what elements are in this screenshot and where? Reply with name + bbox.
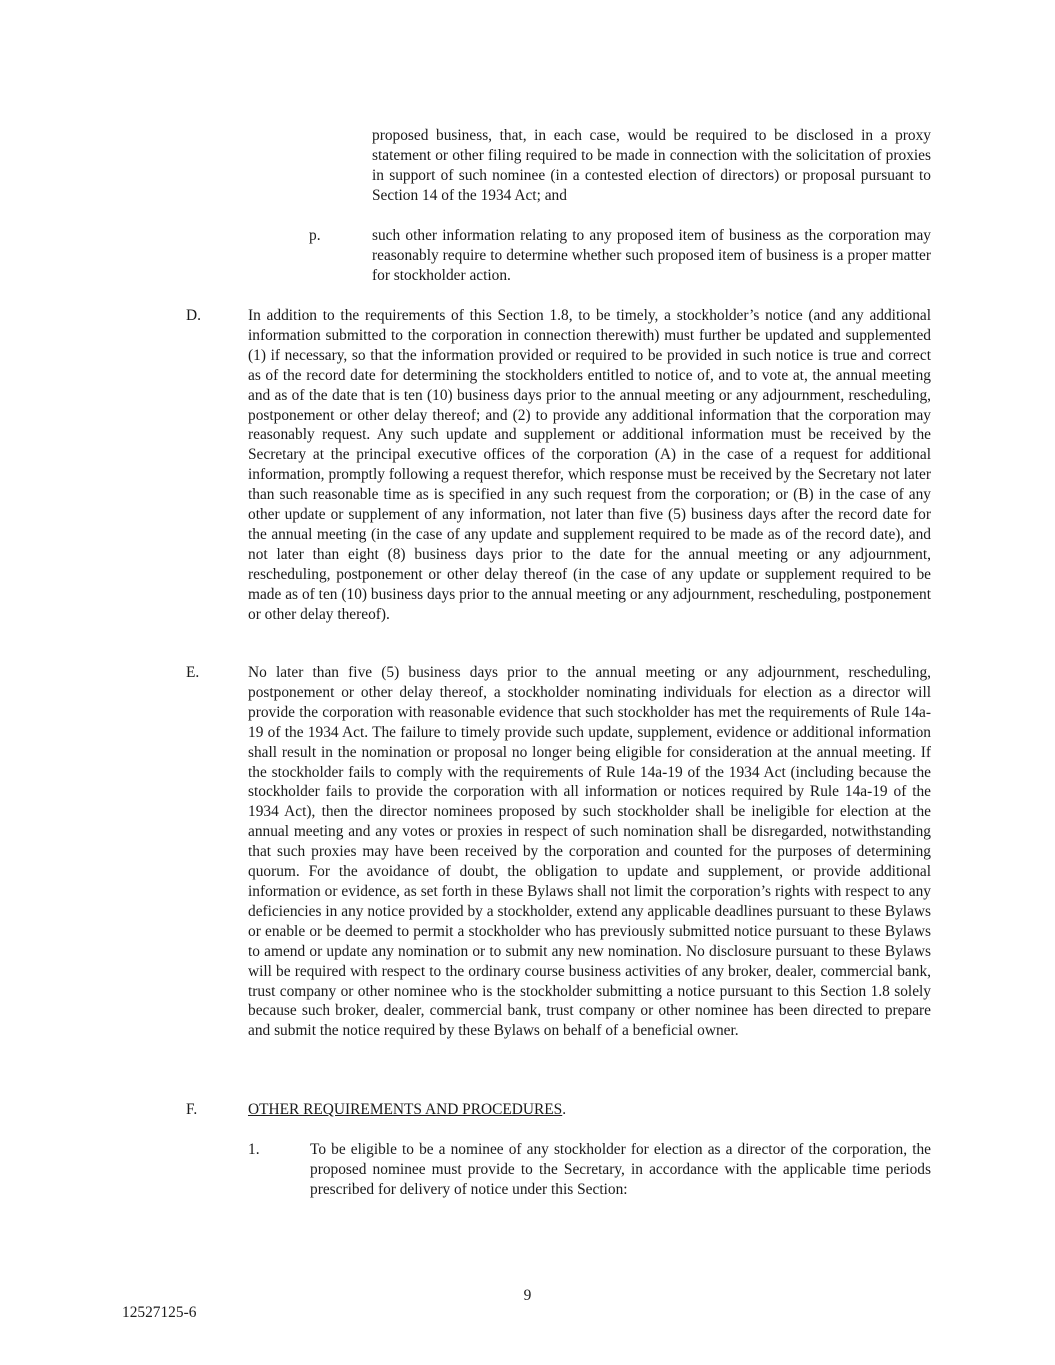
item-label-1: 1. <box>248 1141 260 1158</box>
heading-period: . <box>562 1101 567 1118</box>
paragraph-p: such other information relating to any proposed item of business as the corporation may reasonably require to determine whether such proposed item of business is a proper matter for stockholder action. <box>372 227 931 284</box>
heading-text: OTHER REQUIREMENTS AND PROCEDURES <box>248 1101 563 1118</box>
page-number: 9 <box>523 1287 532 1304</box>
section-label-d: D. <box>186 307 201 324</box>
item-label-p: p. <box>309 227 321 244</box>
section-label-f: F. <box>186 1101 198 1118</box>
paragraph-d: In addition to the requirements of this Section 1.8, to be timely, a stockholder’s notice (and any additional information submitted to the corporation in connection therewith) must further be updated and supplemented (1) if necessary, so that the information provided or required to be provided in such notice is true and correct as of the record date for determining the stockholders entitled to notice of, and to vote at, the annual meeting and as of the date that is ten (10) business days prior to the annual meeting or any adjournment, rescheduling, postponement or other delay thereof; and (2) to provide any additional information that the corporation may reasonably request. Any such update and supplement or additional information must be received by the Secretary at the principal executive offices of the corporation (A) in the case of a request for additional information, promptly following a request therefor, which response must be received by the Secretary not later than such reasonable time as is specified in any such request from the corporation; or (B) in the case of any other update or supplement of any information, not later than five (5) business days after the record date for the annual meeting (in the case of any update and supplement required to be made as of the record date), and not later than eight (8) business days prior to the date for the annual meeting or any adjournment, rescheduling, postponement or other delay thereof (in the case of any update or supplement required to be made as of ten (10) business days prior to the annual meeting or any adjournment, rescheduling, postponement or other delay thereof). <box>248 307 931 623</box>
paragraph-o-continuation: proposed business, that, in each case, would be required to be disclosed in a proxy statement or other filing required to be made in connection with the solicitation of proxies in support of such nominee (in a contested election of directors) or proposal pursuant to Section 14 of the 1934 Act; and <box>372 127 931 204</box>
paragraph-f-1: To be eligible to be a nominee of any stockholder for election as a director of the corporation, the proposed nominee must provide to the Secretary, in accordance with the applicable time periods prescribed for delivery of notice under this Section: <box>310 1141 931 1198</box>
document-id: 12527125-6 <box>122 1304 197 1321</box>
paragraph-e: No later than five (5) business days prior to the annual meeting or any adjournment, rescheduling, postponement or other delay thereof, a stockholder nominating individuals for election as a director will provide the corporation with reasonable evidence that such stockholder has met the requirements of Rule 14a-19 of the 1934 Act. The failure to timely provide such update, supplement, evidence or additional information shall result in the nomination or proposal no longer being eligible for consideration at the annual meeting. If the stockholder fails to comply with the requirements of Rule 14a-19 of the 1934 Act (including because the stockholder fails to provide the corporation with all information or notices required by Rule 14a-19 of the 1934 Act), then the director nominees proposed by such stockholder shall be ineligible for election at the annual meeting and any votes or proxies in respect of such nomination shall be disregarded, notwithstanding that such proxies may have been received by the corporation and counted for the purposes of determining quorum. For the avoidance of doubt, the obligation to update and supplement, or provide additional information or evidence, as set forth in these Bylaws shall not limit the corporation’s rights with respect to any deficiencies in any notice provided by a stockholder, extend any applicable deadlines pursuant to these Bylaws or enable or be deemed to permit a stockholder who has previously submitted notice pursuant to these Bylaws to amend or update any nomination or to submit any new nomination. No disclosure pursuant to these Bylaws will be required with respect to the ordinary course business activities of any broker, dealer, commercial bank, trust company or other nominee who is the stockholder submitting a notice pursuant to this Section 1.8 solely because such broker, dealer, commercial bank, trust company or other nominee has been directed to prepare and submit the notice required by these Bylaws on behalf of a beneficial owner. <box>248 664 931 1040</box>
section-label-e: E. <box>186 664 200 681</box>
section-heading-f <box>248 1100 931 1120</box>
